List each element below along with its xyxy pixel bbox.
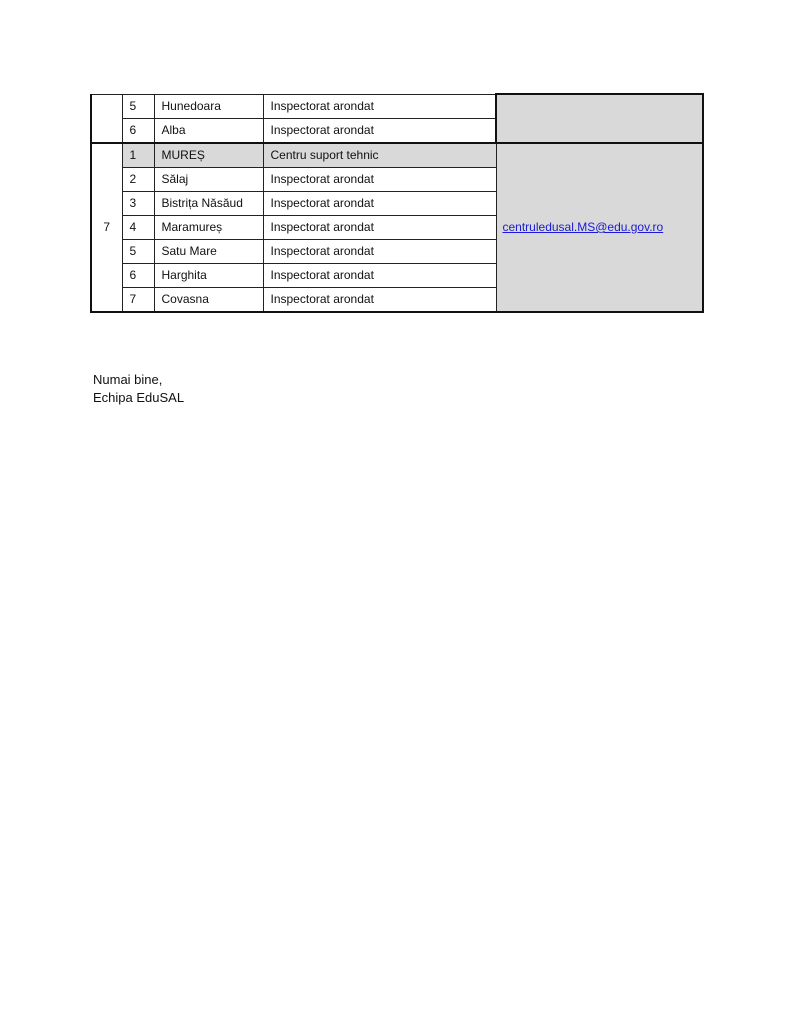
group-email-cell	[496, 143, 703, 312]
role-label: Inspectorat arondat	[263, 94, 496, 118]
county-name: Satu Mare	[154, 239, 263, 263]
county-name: Covasna	[154, 287, 263, 312]
row-number: 6	[122, 263, 154, 287]
county-name: Harghita	[154, 263, 263, 287]
row-number: 1	[122, 143, 154, 168]
role-label: Inspectorat arondat	[263, 191, 496, 215]
group-email-cell	[496, 94, 703, 143]
row-number: 4	[122, 215, 154, 239]
closing-greeting: Numai bine,	[93, 372, 163, 387]
table-row	[91, 143, 703, 168]
group-number-cell	[91, 94, 122, 143]
row-number: 7	[122, 287, 154, 312]
role-label: Inspectorat arondat	[263, 215, 496, 239]
row-number: 3	[122, 191, 154, 215]
county-name: Hunedoara	[154, 94, 263, 118]
county-name: Sălaj	[154, 167, 263, 191]
closing-team-name: Echipa EduSAL	[93, 390, 185, 405]
email-link[interactable]: centruledusal.MS@edu.gov.ro	[502, 220, 664, 234]
county-name: Alba	[154, 118, 263, 143]
role-label: Inspectorat arondat	[263, 167, 496, 191]
county-name: MUREȘ	[154, 143, 263, 168]
role-label: Centru suport tehnic	[263, 143, 496, 168]
county-name: Bistrița Năsăud	[154, 191, 263, 215]
table-row	[91, 94, 703, 118]
county-name: Maramureș	[154, 215, 263, 239]
role-label: Inspectorat arondat	[263, 287, 496, 312]
row-number: 6	[122, 118, 154, 143]
regions-table	[90, 93, 704, 313]
group-number-cell: 7	[91, 143, 122, 312]
row-number: 2	[122, 167, 154, 191]
row-number: 5	[122, 239, 154, 263]
role-label: Inspectorat arondat	[263, 239, 496, 263]
closing-signature	[93, 371, 184, 407]
role-label: Inspectorat arondat	[263, 118, 496, 143]
row-number: 5	[122, 94, 154, 118]
role-label: Inspectorat arondat	[263, 263, 496, 287]
